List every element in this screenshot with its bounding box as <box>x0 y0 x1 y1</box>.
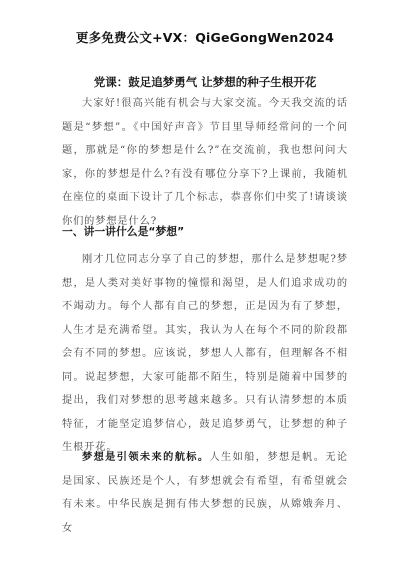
section-paragraph: 刚才几位同志分享了自己的梦想，那什么是梦想呢?梦想，是人类对美好事物的憧憬和渴望，是人们追求成功的不竭动力。每个人都有自己的梦想，正是因为有了梦想，人生才是充满希望。其实，我认为人在每个不同的阶段都会有不同的梦想。应该说，梦想人人都有，但理解各不相同。说起梦想，大家可能都不陌生，特别是随着中国梦的提出，我们对梦想的思考越来越多。只有认清梦想的本质特征，才能坚定追梦信心，鼓足追梦勇气，让梦想的种子生根开花。 <box>62 254 348 453</box>
paragraph-lead: 梦想是引领未来的航标。 <box>82 452 210 463</box>
section-paragraph-2 <box>62 446 348 540</box>
paragraph-body: 人生如船，梦想是帆。无论是国家、民族还是个人，有梦想就会有希望，有希望就会有未来。中华民族是拥有伟大梦想的民族，从嫦娥奔月、女 <box>62 452 348 534</box>
intro-paragraph: 大家好!很高兴能有机会与大家交流。今天我交流的话题是“梦想”。《中国好声音》节目里导师经常问的一个问题，那就是“你的梦想是什么?”在交流前，我也想问问大家，你的梦想是什么?有没有哪位分享下?上课前，我随机在座位的桌面下设计了几个标志，恭喜你们中奖了!请谈谈你们的梦想是什么? <box>62 98 348 227</box>
document-title: 党课：鼓足追梦勇气 让梦想的种子生根开花 <box>93 75 317 89</box>
page-header: 更多免费公文+VX：QiGeGongWen2024 <box>75 30 335 45</box>
section-heading: 一、讲一讲什么是“梦想” <box>62 225 185 238</box>
